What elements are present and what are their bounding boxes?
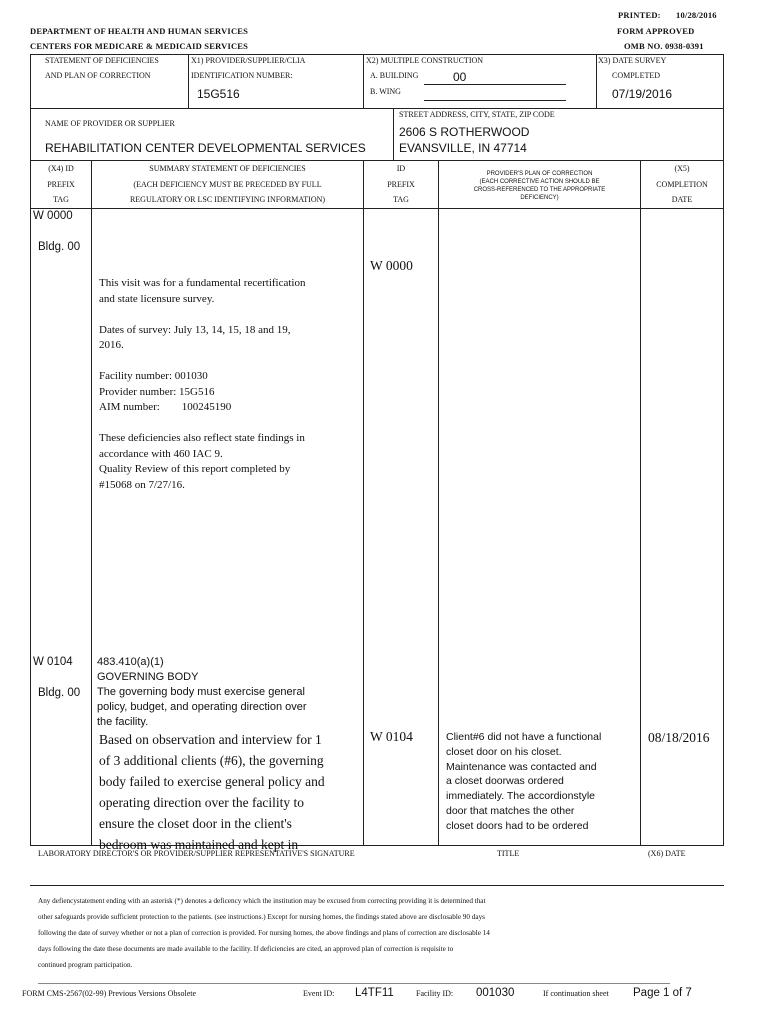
entry1-bldg: Bldg. 00 bbox=[38, 241, 81, 253]
entry2-findings bbox=[99, 729, 325, 855]
address-label: STREET ADDRESS, CITY, STATE, ZIP CODE bbox=[399, 110, 555, 119]
text-line: #15068 on 7/27/16. bbox=[99, 478, 185, 491]
x6-date-label: (X6) DATE bbox=[648, 849, 686, 858]
text-line: These deficiencies also reflect state findings in bbox=[99, 432, 305, 444]
reg-line: The governing body must exercise general bbox=[97, 686, 305, 698]
entry2-bldg: Bldg. 00 bbox=[38, 687, 81, 699]
plan-header-line: (EACH CORRECTIVE ACTION SHOULD BE bbox=[479, 179, 600, 185]
plan-line: immediately. The accordionstyle bbox=[446, 790, 596, 803]
reg-line: GOVERNING BODY bbox=[97, 671, 199, 683]
title-label: TITLE bbox=[497, 849, 520, 858]
plan-line: Maintenance was contacted and bbox=[446, 760, 597, 773]
wing-label: B. WING bbox=[370, 87, 401, 96]
x5-header-line: COMPLETION bbox=[656, 180, 708, 189]
disclaimer-line: continued program participation. bbox=[38, 961, 133, 969]
printed-label: PRINTED: bbox=[618, 10, 661, 20]
text-line: AIM number: 100245190 bbox=[99, 401, 232, 413]
building-value: 00 bbox=[453, 70, 467, 84]
finding-line: ensure the closet door in the client's bbox=[99, 816, 292, 831]
x2-label: X2) MULTIPLE CONSTRUCTION bbox=[366, 56, 484, 65]
event-id-value: L4TF11 bbox=[355, 987, 394, 999]
summary-header-line: (EACH DEFICIENCY MUST BE PRECEDED BY FULL bbox=[133, 180, 322, 189]
text-line bbox=[99, 307, 305, 323]
finding-line: Based on observation and interview for 1 bbox=[99, 732, 322, 747]
facility-id-label: Facility ID: bbox=[416, 989, 454, 998]
text-line: This visit was for a fundamental recertification bbox=[99, 277, 306, 289]
plan-header-line: DEFICIENCY) bbox=[520, 195, 559, 201]
disclaimer bbox=[38, 893, 490, 973]
id-header-line: ID bbox=[396, 164, 406, 173]
x3-label-2: COMPLETED bbox=[612, 71, 660, 80]
text-line: Facility number: 001030 bbox=[99, 370, 208, 382]
entry2-regulation bbox=[97, 655, 307, 730]
id-header-line: PREFIX bbox=[387, 180, 415, 189]
continuation-label: If continuation sheet bbox=[543, 989, 609, 998]
x4-header-line: (X4) ID bbox=[48, 164, 74, 173]
plan-header-line: CROSS-REFERENCED TO THE APPROPRIATE bbox=[473, 187, 606, 193]
disclaimer-line: days following the date these documents are made available to the facility. If deficiencies are cited, an approved plan of correction is requisite to bbox=[38, 945, 454, 953]
entry2-tag: W 0104 bbox=[33, 656, 73, 668]
reg-line: the facility. bbox=[97, 716, 149, 728]
x1-label-2: IDENTIFICATION NUMBER: bbox=[191, 71, 293, 80]
finding-line: body failed to exercise general policy and bbox=[99, 774, 325, 789]
x5-header-line: (X5) bbox=[674, 164, 690, 173]
reg-line: 483.410(a)(1) bbox=[97, 656, 164, 668]
plan-line: a closet doorwas ordered bbox=[446, 775, 564, 788]
centers-name: CENTERS FOR MEDICARE & MEDICAID SERVICES bbox=[30, 41, 249, 51]
printed-date: 10/28/2016 bbox=[676, 10, 717, 20]
provider-id-value: 15G516 bbox=[197, 87, 240, 101]
facility-id-value: 001030 bbox=[476, 987, 515, 999]
event-id-label: Event ID: bbox=[303, 989, 335, 998]
statement-label-1: STATEMENT OF DEFICIENCIES bbox=[45, 56, 159, 65]
x3-label-1: X3) DATE SURVEY bbox=[598, 56, 667, 65]
form-approved: FORM APPROVED bbox=[617, 26, 695, 36]
entry2-plan bbox=[446, 730, 601, 834]
plan-line: closet door on his closet. bbox=[446, 745, 562, 758]
x4-header-line: TAG bbox=[53, 195, 69, 204]
address-line-2: EVANSVILLE, IN 47714 bbox=[399, 141, 527, 155]
id-header-line: TAG bbox=[393, 195, 409, 204]
page-number: Page 1 of 7 bbox=[633, 987, 692, 999]
entry2-id-tag: W 0104 bbox=[370, 729, 413, 744]
text-line: Dates of survey: July 13, 14, 15, 18 and 19, bbox=[99, 323, 291, 336]
survey-date-value: 07/19/2016 bbox=[612, 87, 673, 101]
signature-label: LABORATORY DIRECTOR'S OR PROVIDER/SUPPLIER REPRESENTATIVE'S SIGNATURE bbox=[38, 849, 355, 858]
provider-name-value: REHABILITATION CENTER DEVELOPMENTAL SERVICES bbox=[45, 141, 366, 155]
entry1-id-tag: W 0000 bbox=[370, 258, 413, 273]
text-line bbox=[99, 354, 305, 370]
summary-header-line: REGULATORY OR LSC IDENTIFYING INFORMATION) bbox=[129, 195, 326, 204]
text-line: Quality Review of this report completed by bbox=[99, 463, 291, 475]
dept-name: DEPARTMENT OF HEALTH AND HUMAN SERVICES bbox=[30, 26, 249, 36]
reg-line: policy, budget, and operating direction over bbox=[97, 701, 307, 713]
plan-header-line: PROVIDER'S PLAN OF CORRECTION bbox=[486, 171, 593, 177]
plan-line: closet doors had to be ordered bbox=[446, 819, 589, 832]
text-line: 2016. bbox=[99, 339, 124, 351]
entry1-tag: W 0000 bbox=[33, 210, 73, 222]
x4-header-line: PREFIX bbox=[47, 180, 75, 189]
entry2-completion-date: 08/18/2016 bbox=[648, 730, 710, 745]
x5-header-line: DATE bbox=[671, 195, 693, 204]
statement-label-2: AND PLAN OF CORRECTION bbox=[45, 71, 151, 80]
disclaimer-line: following the date of survey whether or not a plan of correction is provided. For nursing homes, the above findings and plans of correction are disclosable 14 bbox=[38, 929, 490, 937]
entry1-text bbox=[99, 276, 305, 493]
x1-label-1: X1) PROVIDER/SUPPLIER/CLIA bbox=[191, 56, 306, 65]
text-line: and state licensure survey. bbox=[99, 292, 215, 305]
provider-name-label: NAME OF PROVIDER OR SUPPLIER bbox=[45, 119, 175, 128]
omb-number: OMB NO. 0938-0391 bbox=[624, 41, 704, 51]
disclaimer-line: other safeguards provide sufficient protection to the patients. (see instructions.) Except for nursing homes, the findings stated above are disclosable 90 days bbox=[38, 913, 485, 921]
form-number: FORM CMS-2567(02-99) Previous Versions Obsolete bbox=[22, 989, 197, 998]
building-label: A. BUILDING bbox=[370, 71, 419, 80]
disclaimer-line: Any defiencystatement ending with an asterisk (*) denotes a deficency which the institution may be excused from correcting providing it is determined that bbox=[38, 897, 486, 905]
finding-line: bedroom was maintained and kept in bbox=[99, 837, 299, 852]
finding-line: of 3 additional clients (#6), the governing bbox=[99, 753, 324, 768]
finding-line: operating direction over the facility to bbox=[99, 795, 305, 810]
plan-line: door that matches the other bbox=[446, 804, 575, 817]
summary-header-line: SUMMARY STATEMENT OF DEFICIENCIES bbox=[149, 164, 306, 173]
text-line: Provider number: 15G516 bbox=[99, 385, 215, 398]
text-line bbox=[99, 416, 305, 432]
text-line: accordance with 460 IAC 9. bbox=[99, 447, 223, 460]
address-line-1: 2606 S ROTHERWOOD bbox=[399, 125, 530, 139]
plan-line: Client#6 did not have a functional bbox=[446, 731, 602, 743]
